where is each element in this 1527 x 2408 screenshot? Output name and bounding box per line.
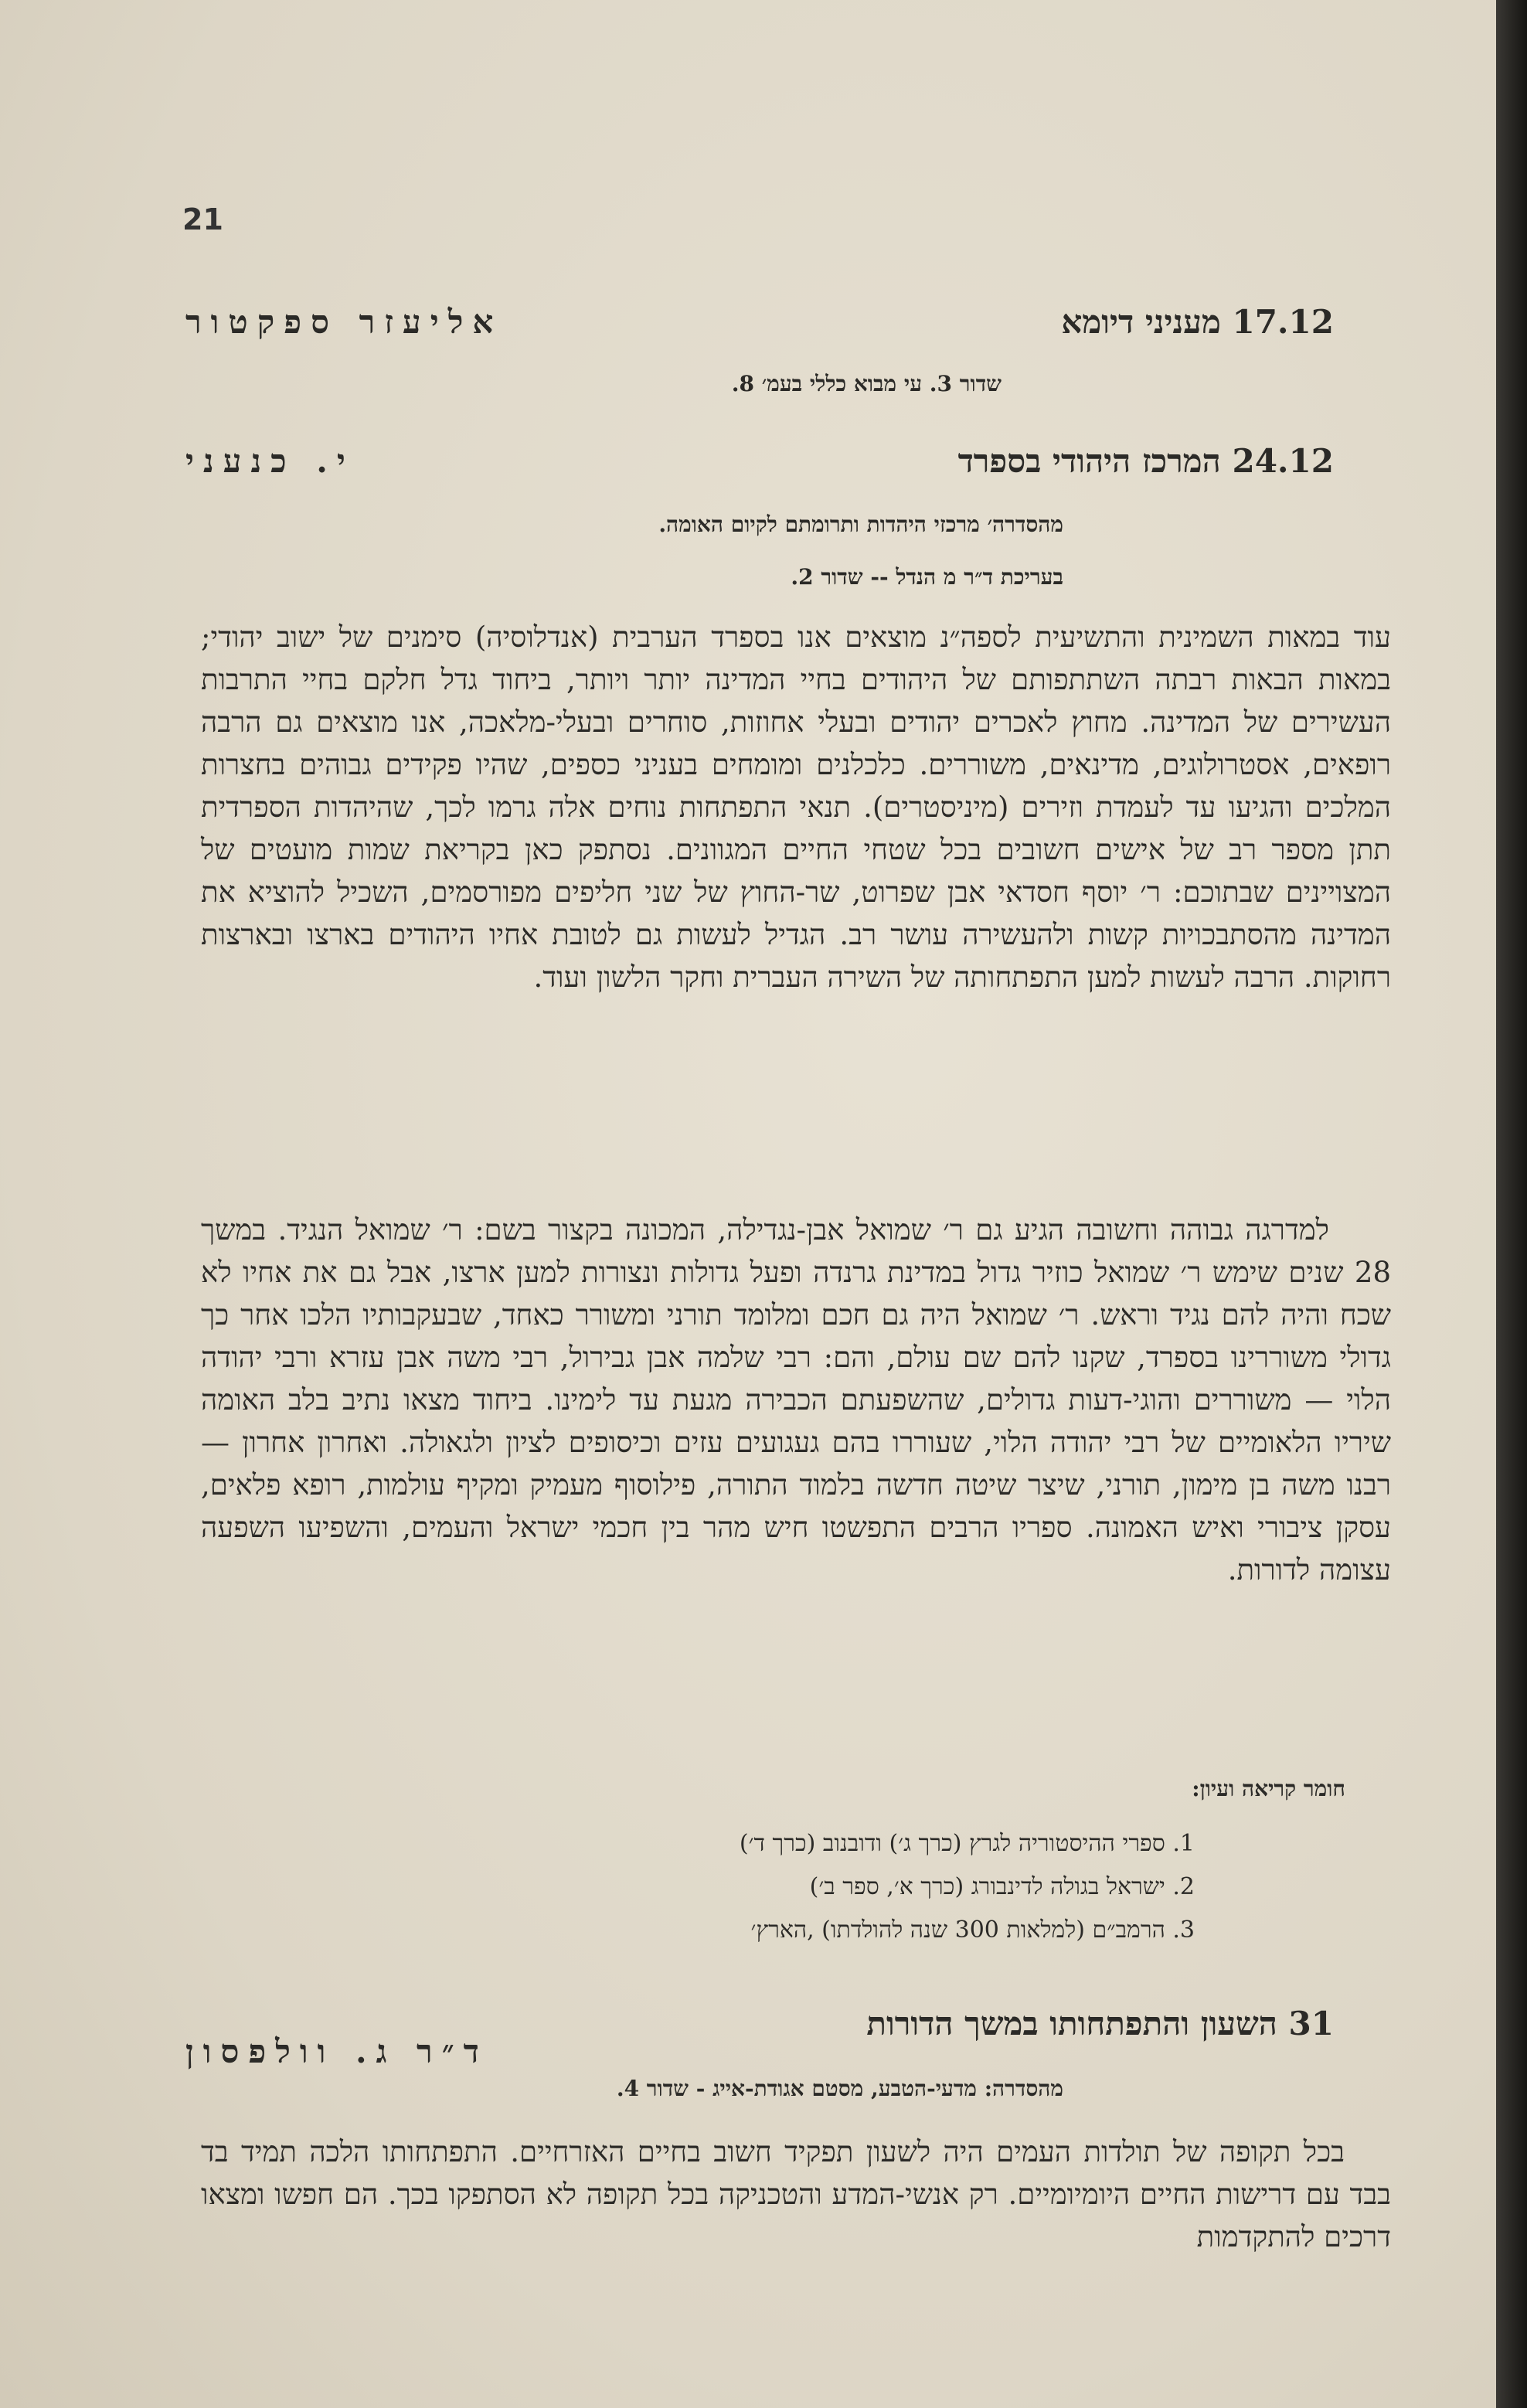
reading-item: 3. הרמב״ם (למלאות 300 שנה להולדתו) ,הארץ׳ (750, 1917, 1195, 1944)
entry-3-series-line: מהסדרה: מדעי-הטבע, מסטם אגודת-אייג - שדור 4. (616, 2076, 1063, 2101)
entry-2-author: י. כנעני (185, 442, 355, 480)
entry-2-paragraph-1: עוד במאות השמינית והתשיעית לספה״נ מוצאים אנו בספרד הערבית (אנדלוסיה) סימנים של ישוב יהודי; במאות הבאות רבתה השתתפותם של היהודים בחיי המדינה יותר ויותר, ביחוד גדל חלקם בחיי התרבות העשירים של המדינה. מחוץ לאכרים יהודים ובעלי אחוזות, סוחרים ובעלי-מלאכה, אנו מוצאים גם הרבה רופאים, אסטרולוגים, מדינאים, משוררים. כלכלנים ומומחים בעניני כספים, שהיו פקידים גבוהים בחצרות המלכים והגיעו עד לעמדת וזירים (מיניסטרים). תנאי התפתחות נוחים אלה גרמו לכך, שהיהדות הספרדית תתן מספר רב של אישים חשובים בכל שטחי החיים המגוונים. נסתפק כאן בקריאת שמות מועטים של המצויינים שבתוכם: ר׳ יוסף חסדאי אבן שפרוט, שר-החוץ של שני חליפים מפורסמים, השכיל להוציא את המדינה מהסתבכויות קשות ולהעשירה עושר רב. הגדיל לעשות גם לטובת אחיו היהודים בארצו ובארצות רחוקות. הרבה לעשות למען התפתחותה של השירה העברית וחקר הלשון ועוד. (201, 621, 1391, 994)
entry-1-author: אליעזר ספקטור (185, 303, 503, 341)
entry-3-author: ד״ר ג. וולפסון (185, 2032, 488, 2070)
reading-material-heading: חומר קריאה ועיון: (1192, 1776, 1345, 1801)
entry-2-paragraph-2: למדרגה גבוהה וחשובה הגיע גם ר׳ שמואל אבן-נגדילה, המכונה בקצור בשם: ר׳ שמואל הנגיד. במשך 28 שנים שימש ר׳ שמואל כוזיר גדול במדינת גרנדה ופעל גדולות ונצורות למען ארצו, אבל גם את אחיו לא שכח והיה להם נגיד וראש. ר׳ שמואל היה גם חכם ומלומד תורני ומשורר כאחד, שבעקבותיו הלכו אחר כך גדולי משוררינו בספרד, שקנו להם שם עולם, והם: רבי שלמה אבן גבירול, רבי משה אבן עזרא ורבי יהודה הלוי — משוררים והוגי-דעות גדולים, שהשפעתם הכבירה מגעת עד לימינו. ביחוד מצאו נתיב בלב האומה שיריו הלאומיים של רבי יהודה הלוי, שעוררו בהם געגועים עזים וכיסופים לציון ולגאולה. ואחרון אחרון — רבנו משה בן מימון, תורני, שיצר שיטה חדשה בלמוד התורה, פילוסוף מעמיק ומקיף עולמות, רופא פלאים, עסקן ציבורי ואיש האמונה. ספריו הרבים התפשטו חיש מהר בין חכמי ישראל והעמים, והשפיעו השפעה עצומה לדורות. (201, 1213, 1391, 1587)
entry-3-date-title: 31 השעון והתפתחותו במשך הדורות (866, 2005, 1334, 2042)
entry-2-date-title: 24.12 המרכז היהודי בספרד (957, 442, 1334, 480)
page-number: 21 (182, 202, 223, 236)
reading-material-list (345, 1822, 1195, 1952)
entry-2-series-line: מהסדרה׳ מרכזי היהדות ותרומתם לקיום האומה. (658, 512, 1063, 537)
entry-2-editor-line: בעריכת ד״ר מ הנדל -- שדור 2. (791, 564, 1063, 590)
reading-item: 1. ספרי ההיסטוריה לגרץ (כרך ג׳) ודובנוב (כרך ד׳) (739, 1830, 1195, 1857)
entry-3-paragraph-1: בכל תקופה של תולדות העמים היה לשעון תפקיד חשוב בחיים האזרחיים. התפתחותו הלכה תמיד בד בבד עם דרישות החיים היומיומיים. רק אנשי-המדע והטכניקה בכל תקופה לא הסתפקו בכך. הם חפשו ומצאו דרכים להתקדמות (201, 2135, 1391, 2253)
reading-item: 2. ישראל בגולה לדינבורג (כרך א׳, ספר ב׳) (809, 1873, 1195, 1900)
binding-shadow (1496, 0, 1527, 2408)
entry-1-broadcast-note: שדור 3. עי מבוא כללי בעמ׳ 8. (731, 371, 1002, 396)
entry-1-date-title: 17.12 מעניני דיומא (1061, 303, 1334, 341)
